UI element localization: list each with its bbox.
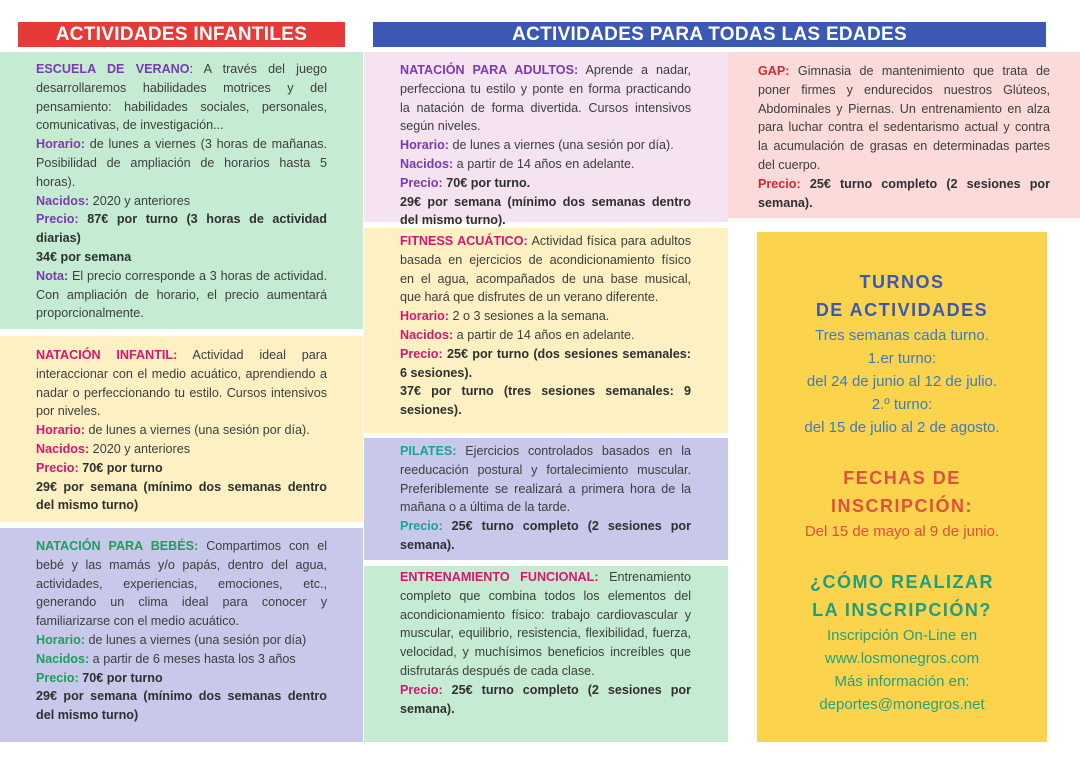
turnos-line-1: Tres semanas cada turno.: [815, 327, 989, 344]
adultos-precio-semana: 29€ por semana (mínimo dos semanas dentro del mismo turno).: [400, 194, 691, 228]
adultos-desc: [400, 61, 691, 136]
infantil-title: NATACIÓN INFANTIL:: [36, 348, 178, 362]
gap-desc-text: Gimnasia de mantenimiento que trata de poner firmes y endurecidos nuestros Glúteos, Abdominales y Piernas. Un entrenamiento en alza para luchar contra el sedentarismo actual y contra la acumulación de grasas en determinadas partes del cuerpo.: [758, 64, 1050, 172]
funcional-title: ENTRENAMIENTO FUNCIONAL:: [400, 570, 599, 584]
bebes-title: NATACIÓN PARA BEBÉS:: [36, 539, 199, 553]
label-horario: Horario:: [400, 138, 449, 153]
pilates-precio-text: 25€ turno completo (2 sesiones por semana).: [400, 519, 691, 552]
infantil-precio-text: 70€ por turno: [78, 460, 163, 475]
adultos-desc-text: Aprende a nadar, perfecciona tu estilo y ponte en forma practicando la natación de forma divertida. Cursos intensivos según niveles.: [400, 63, 691, 134]
como-line-1: Inscripción On-Line en: [826, 627, 978, 644]
turnos-line-5: del 15 de julio al 2 de agosto.: [804, 419, 1000, 436]
fitness-desc-text: Actividad física para adultos basada en ejercicios de acondicionamiento físico en el agua, acompañados de una base musical, que hará que disfrutes de un verano diferente.: [400, 234, 691, 305]
section-natacion-adultos: [364, 52, 728, 228]
funcional-precio: [400, 681, 691, 719]
label-horario: Horario:: [36, 632, 85, 647]
label-horario: Horario:: [36, 137, 85, 152]
section-pilates: [364, 438, 728, 560]
gap-precio-text: 25€ turno completo (2 sesiones por semana).: [758, 176, 1050, 210]
fitness-nacidos-text: a partir de 14 años en adelante.: [453, 327, 635, 342]
fitness-horario: [400, 307, 691, 326]
verano-precio: [36, 210, 327, 248]
label-nacidos: Nacidos:: [36, 651, 90, 666]
funcional-desc: [400, 568, 691, 681]
como-title-2: LA INSCRIPCIÓN?: [812, 600, 992, 620]
infantil-nacidos-text: 2020 y anteriores: [89, 441, 190, 456]
label-precio: Precio:: [758, 176, 801, 191]
como-title-1: ¿CÓMO REALIZAR: [810, 572, 994, 592]
verano-desc: [36, 60, 327, 135]
infantil-precio-semana: 29€ por semana (mínimo dos semanas dentro del mismo turno): [36, 479, 327, 513]
adultos-nacidos-text: a partir de 14 años en adelante.: [453, 156, 635, 171]
label-nacidos: Nacidos:: [400, 327, 454, 342]
como-email-link[interactable]: deportes@monegros.net: [819, 696, 985, 713]
turnos-title-1: TURNOS: [859, 272, 945, 292]
gap-desc: [758, 62, 1050, 175]
infantil-precio: [36, 459, 327, 478]
turnos-line-2: 1.er turno:: [867, 350, 937, 367]
adultos-nacidos: [400, 155, 691, 174]
verano-horario: [36, 135, 327, 191]
funcional-desc-text: Entrenamiento completo que combina todos los elementos del acondicionamiento físico: trabajo cardiovascular y muscular, equilibrio, resistencia, flexibilidad, fuerza, velocidad, y muchísimos beneficios increíbles que disfrutarás después de cada clase.: [400, 570, 691, 678]
fechas-title-2: INSCRIPCIÓN:: [830, 496, 973, 516]
bebes-nacidos: [36, 650, 327, 669]
turnos-line-3: del 24 de junio al 12 de julio.: [806, 373, 998, 390]
label-precio: Precio:: [36, 670, 79, 685]
verano-nota: [36, 267, 327, 323]
infantil-nacidos: [36, 440, 327, 459]
label-precio: Precio:: [36, 212, 79, 227]
infantil-horario: [36, 421, 327, 440]
turnos-title-2: DE ACTIVIDADES: [815, 300, 989, 320]
verano-title: ESCUELA DE VERANO: [36, 62, 190, 76]
label-horario: Horario:: [36, 423, 85, 438]
adultos-precio-text: 70€ por turno.: [442, 175, 531, 190]
pilates-desc-text: Ejercicios controlados basados en la reeducación postural y fortalecimiento muscular. Preferiblemente se realizará a primera hora de la mañana o a última de la tarde.: [400, 444, 691, 515]
verano-nacidos-text: 2020 y anteriores: [89, 193, 190, 208]
label-precio: Precio:: [400, 519, 443, 534]
verano-horario-text: de lunes a viernes (3 horas de mañanas. Posibilidad de ampliación de horarios hasta 5 horas).: [36, 137, 327, 189]
adultos-title: NATACIÓN PARA ADULTOS:: [400, 63, 579, 77]
section-entrenamiento-funcional: [364, 566, 728, 742]
panel-turnos-inscripcion: [757, 232, 1047, 742]
label-nacidos: Nacidos:: [36, 193, 90, 208]
label-horario: Horario:: [400, 309, 449, 324]
section-escuela-verano: [0, 52, 363, 329]
fitness-precio-text: 25€ por turno (dos sesiones semanales: 6 sesiones).: [400, 346, 691, 380]
header-actividades-todas-edades: ACTIVIDADES PARA TODAS LAS EDADES: [373, 22, 1046, 47]
adultos-precio: [400, 174, 691, 193]
infantil-desc: [36, 346, 327, 421]
bebes-precio: [36, 669, 327, 688]
label-precio: Precio:: [400, 682, 443, 697]
infantil-desc-text: Actividad ideal para interaccionar con el medio acuático, aprendiendo a nadar o perfeccionando tu estilo. Cursos intensivos por niveles.: [36, 348, 328, 419]
verano-precio-semana: 34€ por semana: [36, 249, 132, 264]
adultos-horario: [400, 136, 691, 155]
bebes-desc-text: Compartimos con el bebé y las mamás y/o papás, dentro del agua, actividades, experiencias, emociones, etc., generando un clima ideal para conocer y familiarizarse con el medio acuático.: [36, 539, 327, 629]
section-fitness-acuatico: [364, 228, 728, 433]
adultos-horario-text: de lunes a viernes (una sesión por día).: [448, 138, 674, 153]
bebes-precio-text: 70€ por turno: [78, 670, 163, 685]
label-precio: Precio:: [400, 175, 443, 190]
como-website-link[interactable]: www.losmonegros.com: [824, 650, 980, 667]
bebes-nacidos-text: a partir de 6 meses hasta los 3 años: [89, 651, 296, 666]
fitness-nacidos: [400, 326, 691, 345]
header-actividades-infantiles: ACTIVIDADES INFANTILES: [18, 22, 345, 47]
fechas-line-1: Del 15 de mayo al 9 de junio.: [804, 523, 1000, 540]
label-precio: Precio:: [400, 346, 443, 361]
pilates-desc: [400, 442, 691, 517]
fitness-precio: [400, 345, 691, 383]
bebes-horario-text: de lunes a viernes (una sesión por día): [84, 632, 307, 647]
section-gap: [728, 52, 1080, 218]
section-natacion-infantil: [0, 336, 363, 522]
label-nacidos: Nacidos:: [36, 441, 90, 456]
bebes-desc: [36, 537, 327, 631]
gap-title: GAP:: [758, 64, 790, 78]
bebes-horario: [36, 631, 327, 650]
verano-nacidos: [36, 192, 327, 211]
verano-desc-text: : A través del juego desarrollaremos habilidades motrices y del pensamiento: habilidades sociales, personales, comunicativas, de investigación...: [36, 62, 327, 133]
fitness-precio-tres: 37€ por turno (tres sesiones semanales: 9 sesiones).: [400, 384, 691, 418]
fitness-horario-text: 2 o 3 sesiones a la semana.: [448, 309, 610, 324]
funcional-precio-text: 25€ turno completo (2 sesiones por semana).: [400, 682, 691, 716]
label-nacidos: Nacidos:: [400, 156, 454, 171]
label-nota: Nota:: [36, 268, 69, 283]
verano-nota-text: El precio corresponde a 3 horas de actividad. Con ampliación de horario, el precio aumentará proporcionalmente.: [36, 268, 327, 321]
infantil-horario-text: de lunes a viernes (una sesión por día).: [84, 423, 310, 438]
fechas-title-1: FECHAS DE: [843, 468, 961, 488]
verano-precio-text: 87€ por turno (3 horas de actividad diarias): [36, 212, 327, 246]
gap-precio: [758, 175, 1050, 213]
section-natacion-bebes: [0, 528, 363, 742]
fitness-desc: [400, 232, 691, 307]
turnos-line-4: 2.º turno:: [871, 396, 933, 413]
label-precio: Precio:: [36, 460, 79, 475]
pilates-precio: [400, 517, 691, 555]
pilates-title: PILATES:: [400, 444, 457, 458]
fitness-title: FITNESS ACUÁTICO:: [400, 234, 528, 248]
bebes-precio-semana: 29€ por semana (mínimo dos semanas dentro del mismo turno): [36, 689, 327, 723]
como-line-3: Más información en:: [834, 673, 970, 690]
